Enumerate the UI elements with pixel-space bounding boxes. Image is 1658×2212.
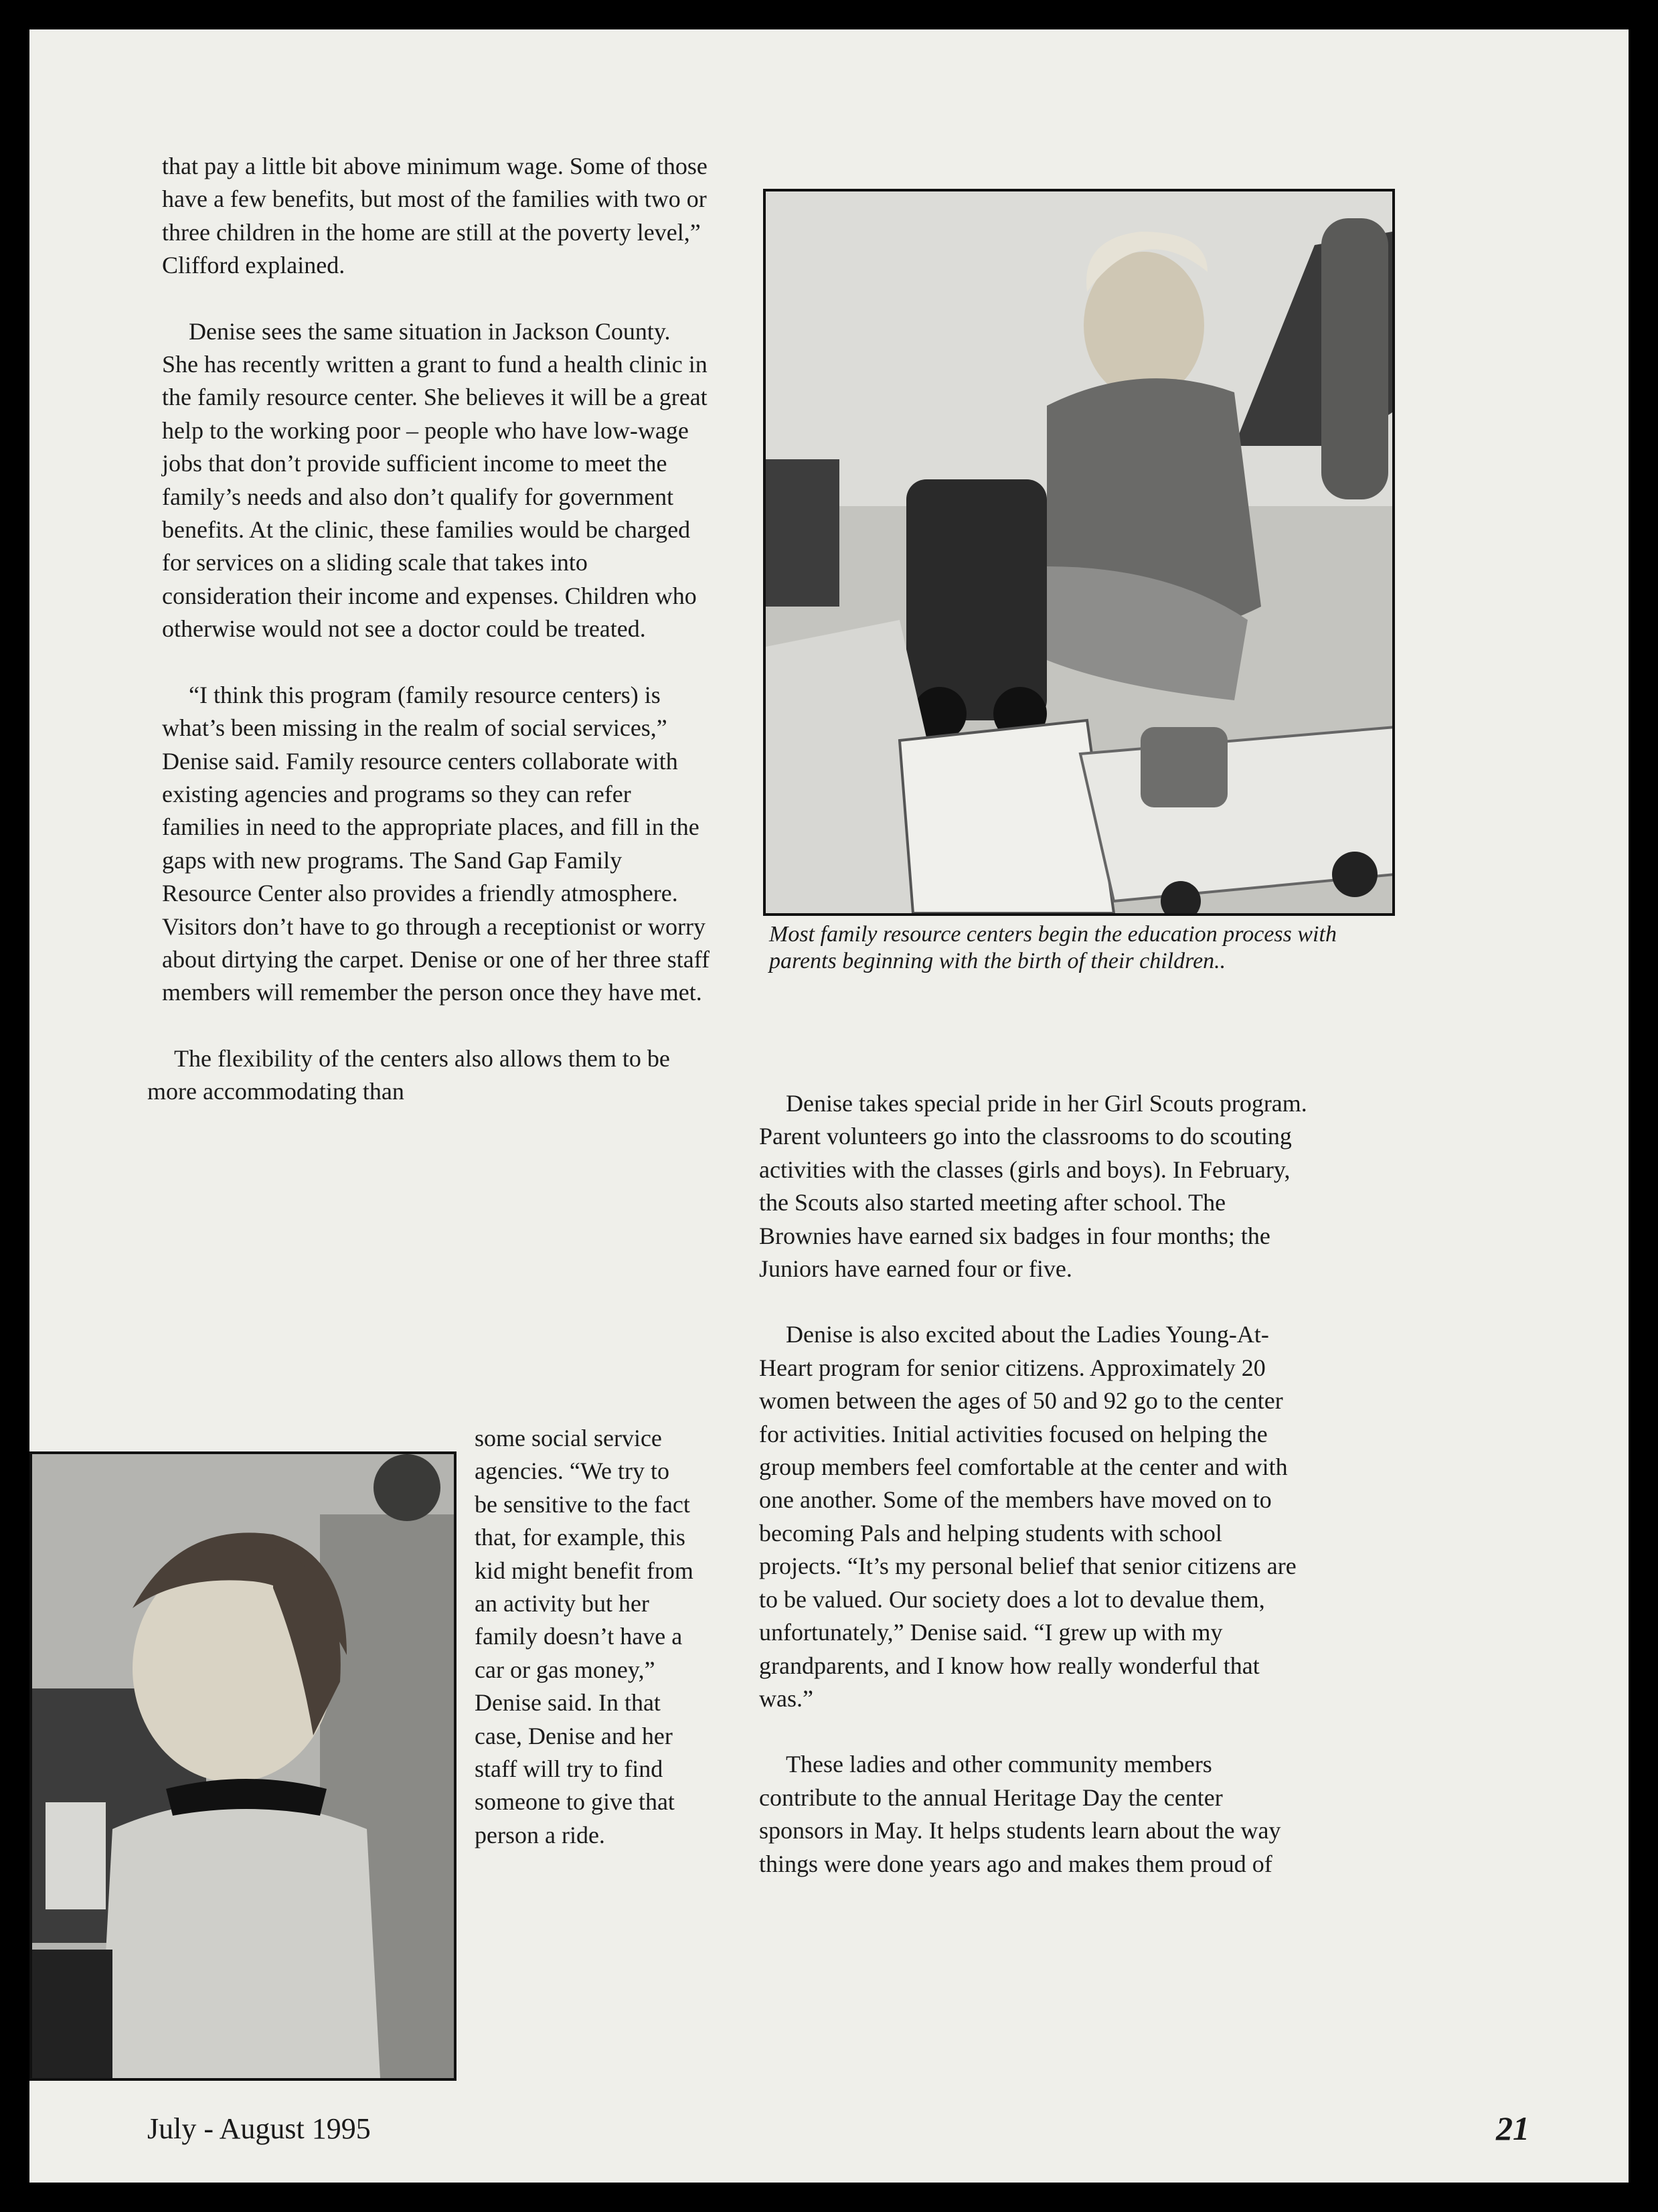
paragraph: “I think this program (family resource centers) is what’s been missing in the realm of social services,” Denise said. Family resource centers collaborate with existing agencies and programs so they can refer families in need to the appropriate places, and fill in the gaps with new programs. The Sand Gap Family Resource Center also provides a friendly atmosphere. Visitors don’t have to go through a receptionist or worry about dirtying the carpet. Denise or one of her three staff members will remember the person once they have met.	[162, 681, 710, 1006]
photo-boy-profile	[29, 1451, 457, 2081]
issue-date: July - August 1995	[147, 2112, 371, 2145]
photo-caption: Most family resource centers begin the education process with parents beginning with the birth of their children..	[769, 922, 1337, 973]
paragraph: Denise sees the same situation in Jackson County. She has recently written a grant to fund a health clinic in the family resource center. She believes it will be a great help to the working poor – people who have low-wage jobs that don’t provide sufficient income to meet the family’s needs and also don’t qualify for government benefits. At the clinic, these families would be charged for services on a sliding scale that takes into consideration their income and expenses. Children who otherwise would not see a doctor could be treated.	[162, 317, 708, 643]
left-text-column	[147, 150, 711, 1109]
paragraph: that pay a little bit above minimum wage. Some of those have a few benefits, but most of the families with two or three children in the home are still at the poverty level,” Clifford explained.	[162, 153, 708, 279]
paragraph: Denise takes special pride in her Girl Scouts program. Parent volunteers go into the classrooms to do scouting activities with the classes (girls and boys). In February, the Scouts also started meeting after school. The Brownies have earned six badges in four months; the Juniors have earned four or five.	[759, 1090, 1307, 1283]
magazine-page	[29, 29, 1629, 2183]
paragraph: These ladies and other community members contribute to the annual Heritage Day the center sponsors in May. It helps students learn about the way things were done years ago and makes them proud of	[759, 1751, 1281, 1877]
right-text-column	[759, 1087, 1308, 1881]
photo-child-playing-with-toy-truck	[763, 189, 1395, 916]
photo-illustration	[766, 191, 1392, 913]
wrapped-text-column: some social service agencies. “We try to be sensitive to the fact that, for example, this kid might benefit from an activity but her family doesn’t have a car or gas money,” Denise said. In that case, Denise and her staff will try to find someone to give that person a ride.	[475, 1425, 693, 1848]
page-number: 21	[1496, 2110, 1529, 2147]
photo-illustration	[32, 1454, 454, 2078]
paragraph: The flexibility of the centers also allows them to be more accommodating than	[147, 1044, 670, 1105]
paragraph: Denise is also excited about the Ladies Young-At-Heart program for senior citizens. Approximately 20 women between the ages of 50 and 92 go to the center for activities. Initial activities focused on helping the group members feel comfortable at the center and with one another. Some of the members have moved on to becoming Pals and helping students with school projects. “It’s my personal belief that senior citizens are to be valued. Our society does a lot to devalue them, unfortunately,” Denise said. “I grew up with my grandparents, and I know how really wonderful that was.”	[759, 1321, 1297, 1712]
